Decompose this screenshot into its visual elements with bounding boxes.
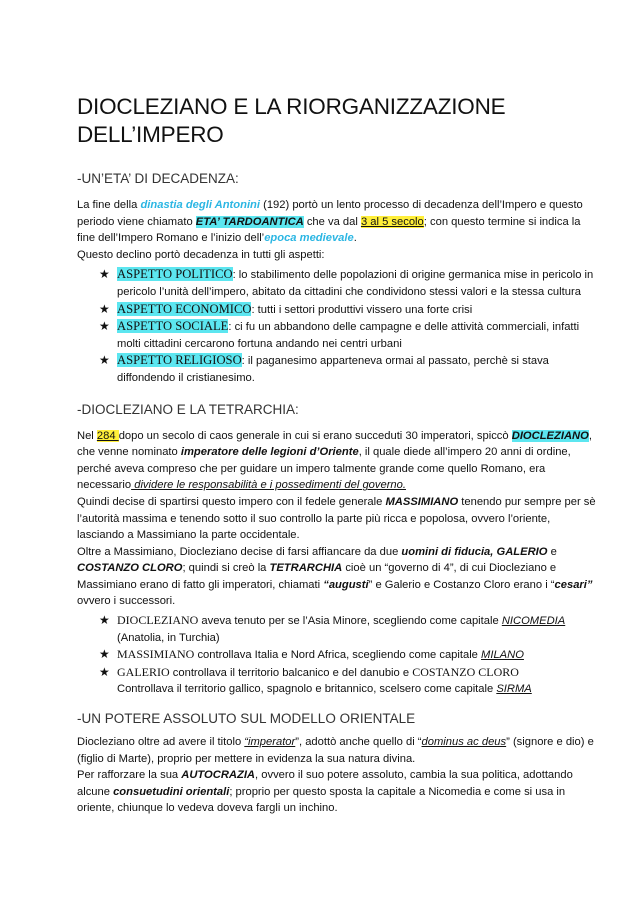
paragraph-decadenza: La fine della dinastia degli Antonini (192) portò un lento processo di decadenza dell’Impero e questo periodo viene chiamato ETA’ TARDOANTICA che va dal 3 al 5 secolo; con questo termine si indica la fine dell’Impero Romano e l’inizio dell’epoca medievale. Questo declino portò decadenza in tutti gli aspetti: xyxy=(77,199,583,261)
star-bullet-icon: ★ xyxy=(99,647,110,662)
list-item: ★ GALERIO controllava il territorio balcanico e del danubio e COSTANZO CLORO Controllava il territorio gallico, spagnolo e britannico, scelsero come capitale SIRMA xyxy=(99,664,532,696)
star-bullet-icon: ★ xyxy=(99,613,110,628)
star-bullet-icon: ★ xyxy=(99,301,110,316)
uomini-fiducia: uomini di fiducia, xyxy=(401,545,494,558)
consuetudini-term: consuetudini orientali xyxy=(113,785,230,798)
aspetto-label: ASPETTO RELIGIOSO xyxy=(117,353,242,368)
dominus-term: dominus ac deus xyxy=(421,736,507,749)
list-item: ★ ASPETTO POLITICO: lo stabilimento delle popolazioni di origine germanica mise in pericolo in pericolo l’unità dell’impero, abitato da cittadini che condividono stessi valori e la stessa cultura xyxy=(99,267,594,298)
title-line-1: DIOCLEZIANO E LA RIORGANIZZAZIONE xyxy=(77,94,506,119)
list-item: ★ ASPETTO ECONOMICO: tutti i settori produttivi vissero una forte crisi xyxy=(99,301,473,316)
tetrarca-name: MASSIMIANO xyxy=(117,647,195,662)
aspetti-list xyxy=(77,266,600,386)
tetrarca-name: DIOCLEZIANO xyxy=(117,613,199,628)
capital-name: NICOMEDIA xyxy=(501,615,566,628)
star-bullet-icon: ★ xyxy=(99,319,110,334)
dinastia-antonini: dinastia degli Antonini xyxy=(140,199,260,211)
capital-name: MILANO xyxy=(481,649,524,662)
paragraph-potere-assoluto: Diocleziano oltre ad avere il titolo “imperator”, adottò anche quello di “dominus ac deus” (signore e dio) e (figlio di Marte), proprio per mettere in evidenza la sua natura divina. Per rafforzare la sua AUTOCRAZIA, ovvero il suo potere assoluto, cambia la sua politica, adottando alcune consuetudini orientali; proprio per questo sposta la capitale a Nicomedia e come si usa in oriente, chiunque lo vedeva doveva fargli un inchino. xyxy=(77,736,594,815)
capital-name: SIRMA xyxy=(496,683,532,696)
autocrazia-term: AUTOCRAZIA xyxy=(181,769,256,782)
aspetto-label: ASPETTO POLITICO xyxy=(117,267,233,282)
list-item: ★ MASSIMIANO controllava Italia e Nord Africa, scegliendo come capitale MILANO xyxy=(99,647,524,662)
cesari-term: cesari” xyxy=(554,578,593,591)
year-highlight: 284 xyxy=(96,429,119,442)
dividere-responsabilita: dividere le responsabilità e i possedimenti del governo. xyxy=(131,479,406,492)
star-bullet-icon: ★ xyxy=(99,664,110,679)
section-heading-tetrarchia: -DIOCLEZIANO E LA TETRARCHIA: xyxy=(77,401,299,417)
augusti-term: “augusti xyxy=(323,578,369,591)
section-heading-potere-assoluto: -UN POTERE ASSOLUTO SUL MODELLO ORIENTALE xyxy=(77,711,416,727)
galerio-name: GALERIO xyxy=(496,545,548,558)
massimiano-name: MASSIMIANO xyxy=(385,495,459,508)
imperator-term: “imperator xyxy=(244,736,296,749)
eta-tardoantica: ETA’ TARDOANTICA xyxy=(195,215,304,228)
list-item: ★ ASPETTO SOCIALE: ci fu un abbandono delle campagne e delle attività commerciali, infatti molti cittadini cercarono fortuna andando nei centri urbani xyxy=(99,319,580,350)
list-item: ★ ASPETTO RELIGIOSO: il paganesimo apparteneva ormai al passato, perchè si stava diffondendo il cristianesimo. xyxy=(99,353,549,384)
tetrarchia-term: TETRARCHIA xyxy=(269,562,343,575)
aspetto-label: ASPETTO SOCIALE xyxy=(117,319,229,334)
epoca-medievale: epoca medievale xyxy=(264,232,354,245)
paragraph-tetrarchia: Nel 284 dopo un secolo di caos generale in cui si erano succeduti 30 imperatori, spiccò DIOCLEZIANO, che venne nominato imperatore delle legioni d’Oriente, il quale diede all’impero 20 anni di ordine, perché aveva compreso che per guidare un impero talmente grande come quello Romano, era necessario dividere le responsabilità e i possedimenti del governo. Quindi decise di spartirsi questo impero con il fedele generale MASSIMIANO tenendo pur sempre per sè l’autorità massima e tenendo sotto il suo controllo la parte più ricca e popolosa, ovvero l’oriente, lasciando a Massimiano la parte occidentale. Oltre a Massimiano, Diocleziano decise di farsi affiancare da due uomini di fiducia, GALERIO e COSTANZO CLORO; quindi si creò la TETRARCHIA cioè un “governo di 4”, di cui Diocleziano e Massimiano erano di fatto gli imperatori, chiamati “augusti” e Galerio e Costanzo Cloro erano i “cesari” ovvero i successori. xyxy=(77,429,596,608)
star-bullet-icon: ★ xyxy=(99,353,110,368)
tetrarchi-list xyxy=(77,612,600,698)
section-heading-decadenza: -UN’ETA’ DI DECADENZA: xyxy=(77,171,239,186)
secolo-highlight: 3 al 5 secolo xyxy=(360,215,424,228)
title-line-2: DELL’IMPERO xyxy=(77,122,224,147)
diocleziano-highlight: DIOCLEZIANO xyxy=(511,429,589,442)
imperatore-legioni: imperatore delle legioni d’Oriente xyxy=(180,446,359,459)
costanzo-name: COSTANZO CLORO xyxy=(77,562,183,575)
page-title xyxy=(77,93,600,149)
star-bullet-icon: ★ xyxy=(99,267,110,282)
list-item: ★ DIOCLEZIANO aveva tenuto per se l’Asia Minore, scegliendo come capitale NICOMEDIA (Anatolia, in Turchia) xyxy=(99,613,566,644)
aspetto-label: ASPETTO ECONOMICO xyxy=(117,301,252,316)
tetrarca-name: GALERIO xyxy=(117,664,170,679)
tetrarca-name-2: COSTANZO CLORO xyxy=(412,664,519,679)
